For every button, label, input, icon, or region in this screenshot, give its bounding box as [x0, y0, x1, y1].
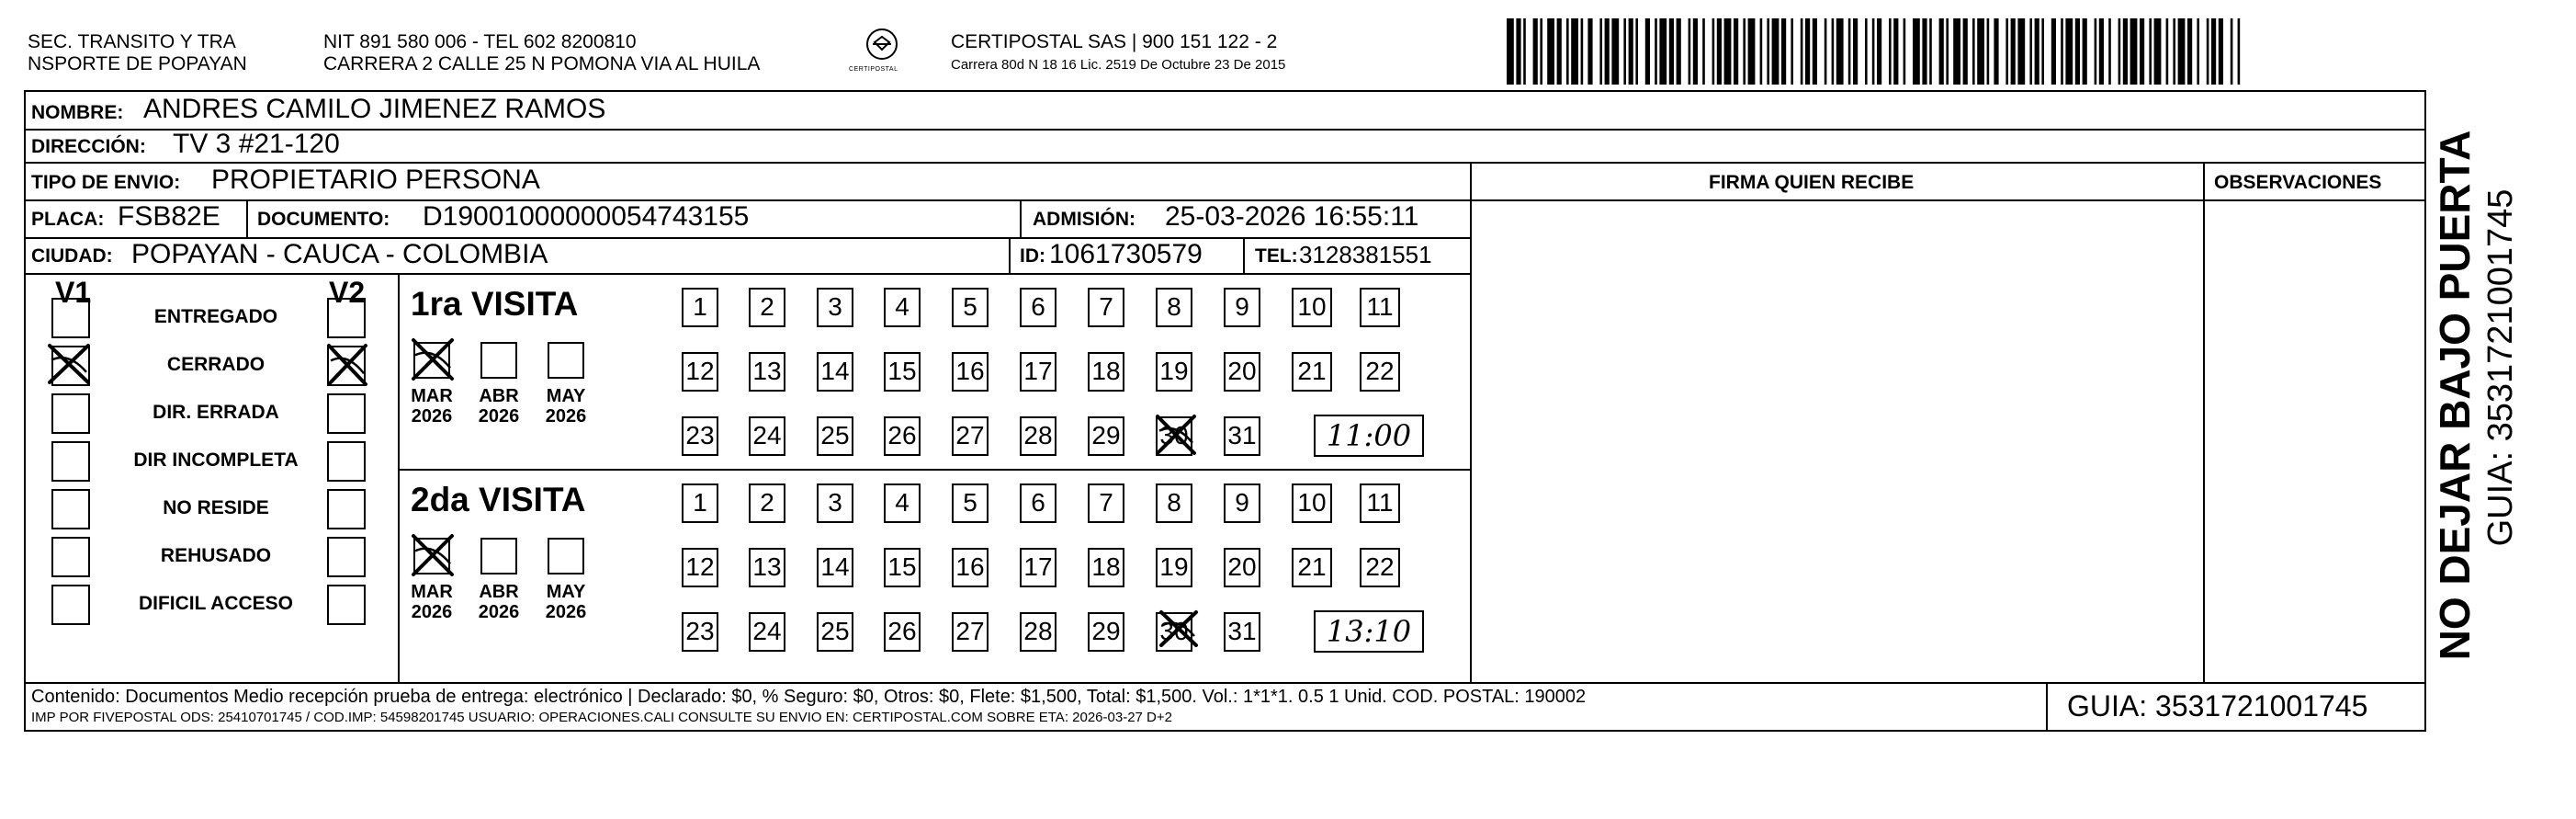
visit-2-day-4[interactable]: 4 [884, 483, 921, 523]
status-option-label: CERRADO [166, 354, 266, 375]
tel-label: TEL: [1255, 245, 1298, 267]
visit-2-day-9[interactable]: 9 [1224, 483, 1260, 523]
visit-2-day-15[interactable]: 15 [884, 548, 921, 587]
id-label: ID: [1020, 245, 1045, 267]
id-value: 1061730579 [1049, 239, 1203, 269]
status-option-label: NO RESIDE [163, 497, 269, 518]
v1-checkbox-3[interactable] [51, 393, 90, 434]
recipient-name: ANDRES CAMILO JIMENEZ RAMOS [143, 94, 606, 124]
v1-checkbox-7[interactable] [51, 585, 90, 625]
visit-2-mar-mark [412, 534, 454, 576]
visit-1-day-14[interactable]: 14 [817, 352, 853, 392]
visit-1-day-23[interactable]: 23 [682, 416, 718, 456]
visit-2-title: 2da VISITA [411, 481, 586, 518]
observations-column-header: OBSERVACIONES [2214, 172, 2382, 193]
sender-name-line2: NSPORTE DE POPAYAN [28, 53, 247, 74]
visit-2-day-25[interactable]: 25 [817, 612, 853, 652]
visit-2-day-6[interactable]: 6 [1020, 483, 1056, 523]
side-guia-number: GUIA: 3531721001745 [2481, 188, 2520, 547]
visit-1-day-9[interactable]: 9 [1224, 288, 1260, 327]
side-warning: NO DEJAR BAJO PUERTA [2431, 130, 2479, 661]
visit-2-day-3[interactable]: 3 [817, 483, 853, 523]
visit-1-day-18[interactable]: 18 [1088, 352, 1124, 392]
visit-2-month-box-3[interactable] [548, 538, 584, 574]
v1-checkbox-1[interactable] [51, 298, 90, 338]
visit-2-day-23[interactable]: 23 [682, 612, 718, 652]
visit-2-day-31[interactable]: 31 [1224, 612, 1260, 652]
visit-1-day-20[interactable]: 20 [1224, 352, 1260, 392]
v1-label: V1 [55, 276, 92, 309]
visit-2-day-27[interactable]: 27 [952, 612, 989, 652]
recipient-address: TV 3 #21-120 [173, 129, 340, 159]
visit-1-month-label: MAY 2026 [545, 386, 587, 427]
visit-1-day-22[interactable]: 22 [1360, 352, 1400, 392]
visit-2-day-1[interactable]: 1 [682, 483, 718, 523]
visit-1-day-13[interactable]: 13 [749, 352, 785, 392]
visit-1-day-6[interactable]: 6 [1020, 288, 1056, 327]
visit-1-day-24[interactable]: 24 [749, 416, 785, 456]
visit-1-day-3[interactable]: 3 [817, 288, 853, 327]
visit-2-day-10[interactable]: 10 [1292, 483, 1332, 523]
visit-2-day-26[interactable]: 26 [884, 612, 921, 652]
visit-2-day-17[interactable]: 17 [1020, 548, 1056, 587]
shipment-type-label: TIPO DE ENVIO: [31, 172, 181, 193]
visit-1-day-21[interactable]: 21 [1292, 352, 1332, 392]
visit-1-day-27[interactable]: 27 [952, 416, 989, 456]
company-name: CERTIPOSTAL SAS | 900 151 122 - 2 [951, 31, 1278, 52]
visit-1-day-30[interactable]: 30 [1156, 416, 1192, 456]
visit-2-day-30-mark [1159, 610, 1198, 647]
visit-1-day-8[interactable]: 8 [1156, 288, 1192, 327]
visit-2-day-21[interactable]: 21 [1292, 548, 1332, 587]
visit-1-day-28[interactable]: 28 [1020, 416, 1056, 456]
document-value: D19001000000054743155 [423, 201, 750, 232]
status-option-label: DIFICIL ACCESO [138, 593, 293, 614]
visit-1-day-12[interactable]: 12 [682, 352, 718, 392]
visit-1-day-16[interactable]: 16 [952, 352, 989, 392]
address-label: DIRECCIÓN: [31, 136, 146, 157]
admission-value: 25-03-2026 16:55:11 [1165, 201, 1419, 232]
v1-checkbox-4[interactable] [51, 441, 90, 482]
plate-value: FSB82E [118, 201, 220, 232]
city-value: POPAYAN - CAUCA - COLOMBIA [131, 239, 548, 269]
visit-1-title: 1ra VISITA [411, 285, 579, 323]
visit-1-mar-mark [412, 338, 454, 381]
v1-checkbox-5[interactable] [51, 489, 90, 529]
status-option-label: DIR INCOMPLETA [133, 449, 299, 471]
name-label: NOMBRE: [31, 102, 124, 123]
plate-label: PLACA: [31, 209, 105, 230]
v2-label: V2 [329, 276, 366, 309]
visit-1-day-17[interactable]: 17 [1020, 352, 1056, 392]
visit-2-day-14[interactable]: 14 [817, 548, 853, 587]
visit-1-month-box-3[interactable] [548, 342, 584, 379]
shipment-type: PROPIETARIO PERSONA [211, 165, 540, 195]
visit-2-day-30[interactable]: 30 [1156, 612, 1192, 652]
visit-1-month-label: ABR 2026 [478, 386, 520, 427]
visit-2-day-7[interactable]: 7 [1088, 483, 1124, 523]
print-details: IMP POR FIVEPOSTAL ODS: 25410701745 / COD.IMP: 54598201745 USUARIO: OPERACIONES.CALI CONSULTE SU ENVIO EN: CERTIPOSTAL.COM SOBRE ETA: 2026-03-27 D+2 [31, 710, 1172, 725]
visit-2-day-8[interactable]: 8 [1156, 483, 1192, 523]
visit-2-day-2[interactable]: 2 [749, 483, 785, 523]
signature-column-header: FIRMA QUIEN RECIBE [1709, 172, 1915, 193]
status-option-label: DIR. ERRADA [153, 402, 279, 423]
visit-1-day-2[interactable]: 2 [749, 288, 785, 327]
tel-value: 3128381551 [1299, 241, 1432, 268]
visit-1-day-29-mark [1156, 415, 1196, 455]
document-label: DOCUMENTO: [257, 209, 390, 230]
visit-1-day-4[interactable]: 4 [884, 288, 921, 327]
barcode [1507, 18, 2242, 85]
visit-2-day-19[interactable]: 19 [1156, 548, 1192, 587]
visit-2-day-18[interactable]: 18 [1088, 548, 1124, 587]
content-details: Contenido: Documentos Medio recepción prueba de entrega: electrónico | Declarado: $0, % Seguro: $0, Otros: $0, Flete: $1,500, Total: $1,500. Vol.: 1*1*1. 0.5 1 Unid. COD. POSTAL: 190002 [31, 687, 1587, 707]
company-address: Carrera 80d N 18 16 Lic. 2519 De Octubre 23 De 2015 [951, 57, 1286, 73]
visit-2-day-20[interactable]: 20 [1224, 548, 1260, 587]
visit-2-month-label: MAY 2026 [545, 582, 587, 622]
visit-2-day-12[interactable]: 12 [682, 548, 718, 587]
v2-cerrado-mark [327, 344, 367, 386]
visit-2-day-24[interactable]: 24 [749, 612, 785, 652]
footer-guia-number: GUIA: 3531721001745 [2067, 689, 2368, 722]
sender-name-line1: SEC. TRANSITO Y TRA [28, 31, 236, 52]
visit-2-day-13[interactable]: 13 [749, 548, 785, 587]
admission-label: ADMISIÓN: [1033, 209, 1135, 230]
visit-1-day-19[interactable]: 19 [1156, 352, 1192, 392]
visit-2-time: 13:10 [1314, 610, 1424, 653]
visit-2-day-16[interactable]: 16 [952, 548, 989, 587]
visit-2-day-22[interactable]: 22 [1360, 548, 1400, 587]
v1-cerrado-mark [48, 344, 90, 384]
sender-nit: NIT 891 580 006 - TEL 602 8200810 [323, 31, 637, 52]
visit-1-day-31[interactable]: 31 [1224, 416, 1260, 456]
status-option-label: REHUSADO [160, 545, 272, 566]
sender-address: CARRERA 2 CALLE 25 N POMONA VIA AL HUILA [323, 53, 761, 74]
visit-1-day-10[interactable]: 10 [1292, 288, 1332, 327]
visit-1-day-5[interactable]: 5 [952, 288, 989, 327]
v1-checkbox-6[interactable] [51, 537, 90, 577]
certipostal-logo: CERTIPOSTAL [854, 26, 910, 81]
visit-2-month-label: MAR 2026 [411, 582, 453, 622]
status-option-label: ENTREGADO [153, 306, 278, 327]
visit-1-day-25[interactable]: 25 [817, 416, 853, 456]
visit-2-day-28[interactable]: 28 [1020, 612, 1056, 652]
visit-2-day-29[interactable]: 29 [1088, 612, 1124, 652]
visit-2-day-5[interactable]: 5 [952, 483, 989, 523]
visit-2-month-label: ABR 2026 [478, 582, 520, 622]
visit-1-month-box-2[interactable] [480, 342, 517, 379]
visit-2-month-box-2[interactable] [480, 538, 517, 574]
city-label: CIUDAD: [31, 245, 113, 267]
visit-1-day-7[interactable]: 7 [1088, 288, 1124, 327]
visit-1-day-29[interactable]: 29 [1088, 416, 1124, 456]
visit-1-day-11[interactable]: 11 [1360, 288, 1400, 327]
visit-1-time: 11:00 [1314, 415, 1424, 457]
visit-1-day-15[interactable]: 15 [884, 352, 921, 392]
visit-1-day-1[interactable]: 1 [682, 288, 718, 327]
visit-1-day-26[interactable]: 26 [884, 416, 921, 456]
visit-2-day-11[interactable]: 11 [1360, 483, 1400, 523]
visit-1-month-label: MAR 2026 [411, 386, 453, 427]
